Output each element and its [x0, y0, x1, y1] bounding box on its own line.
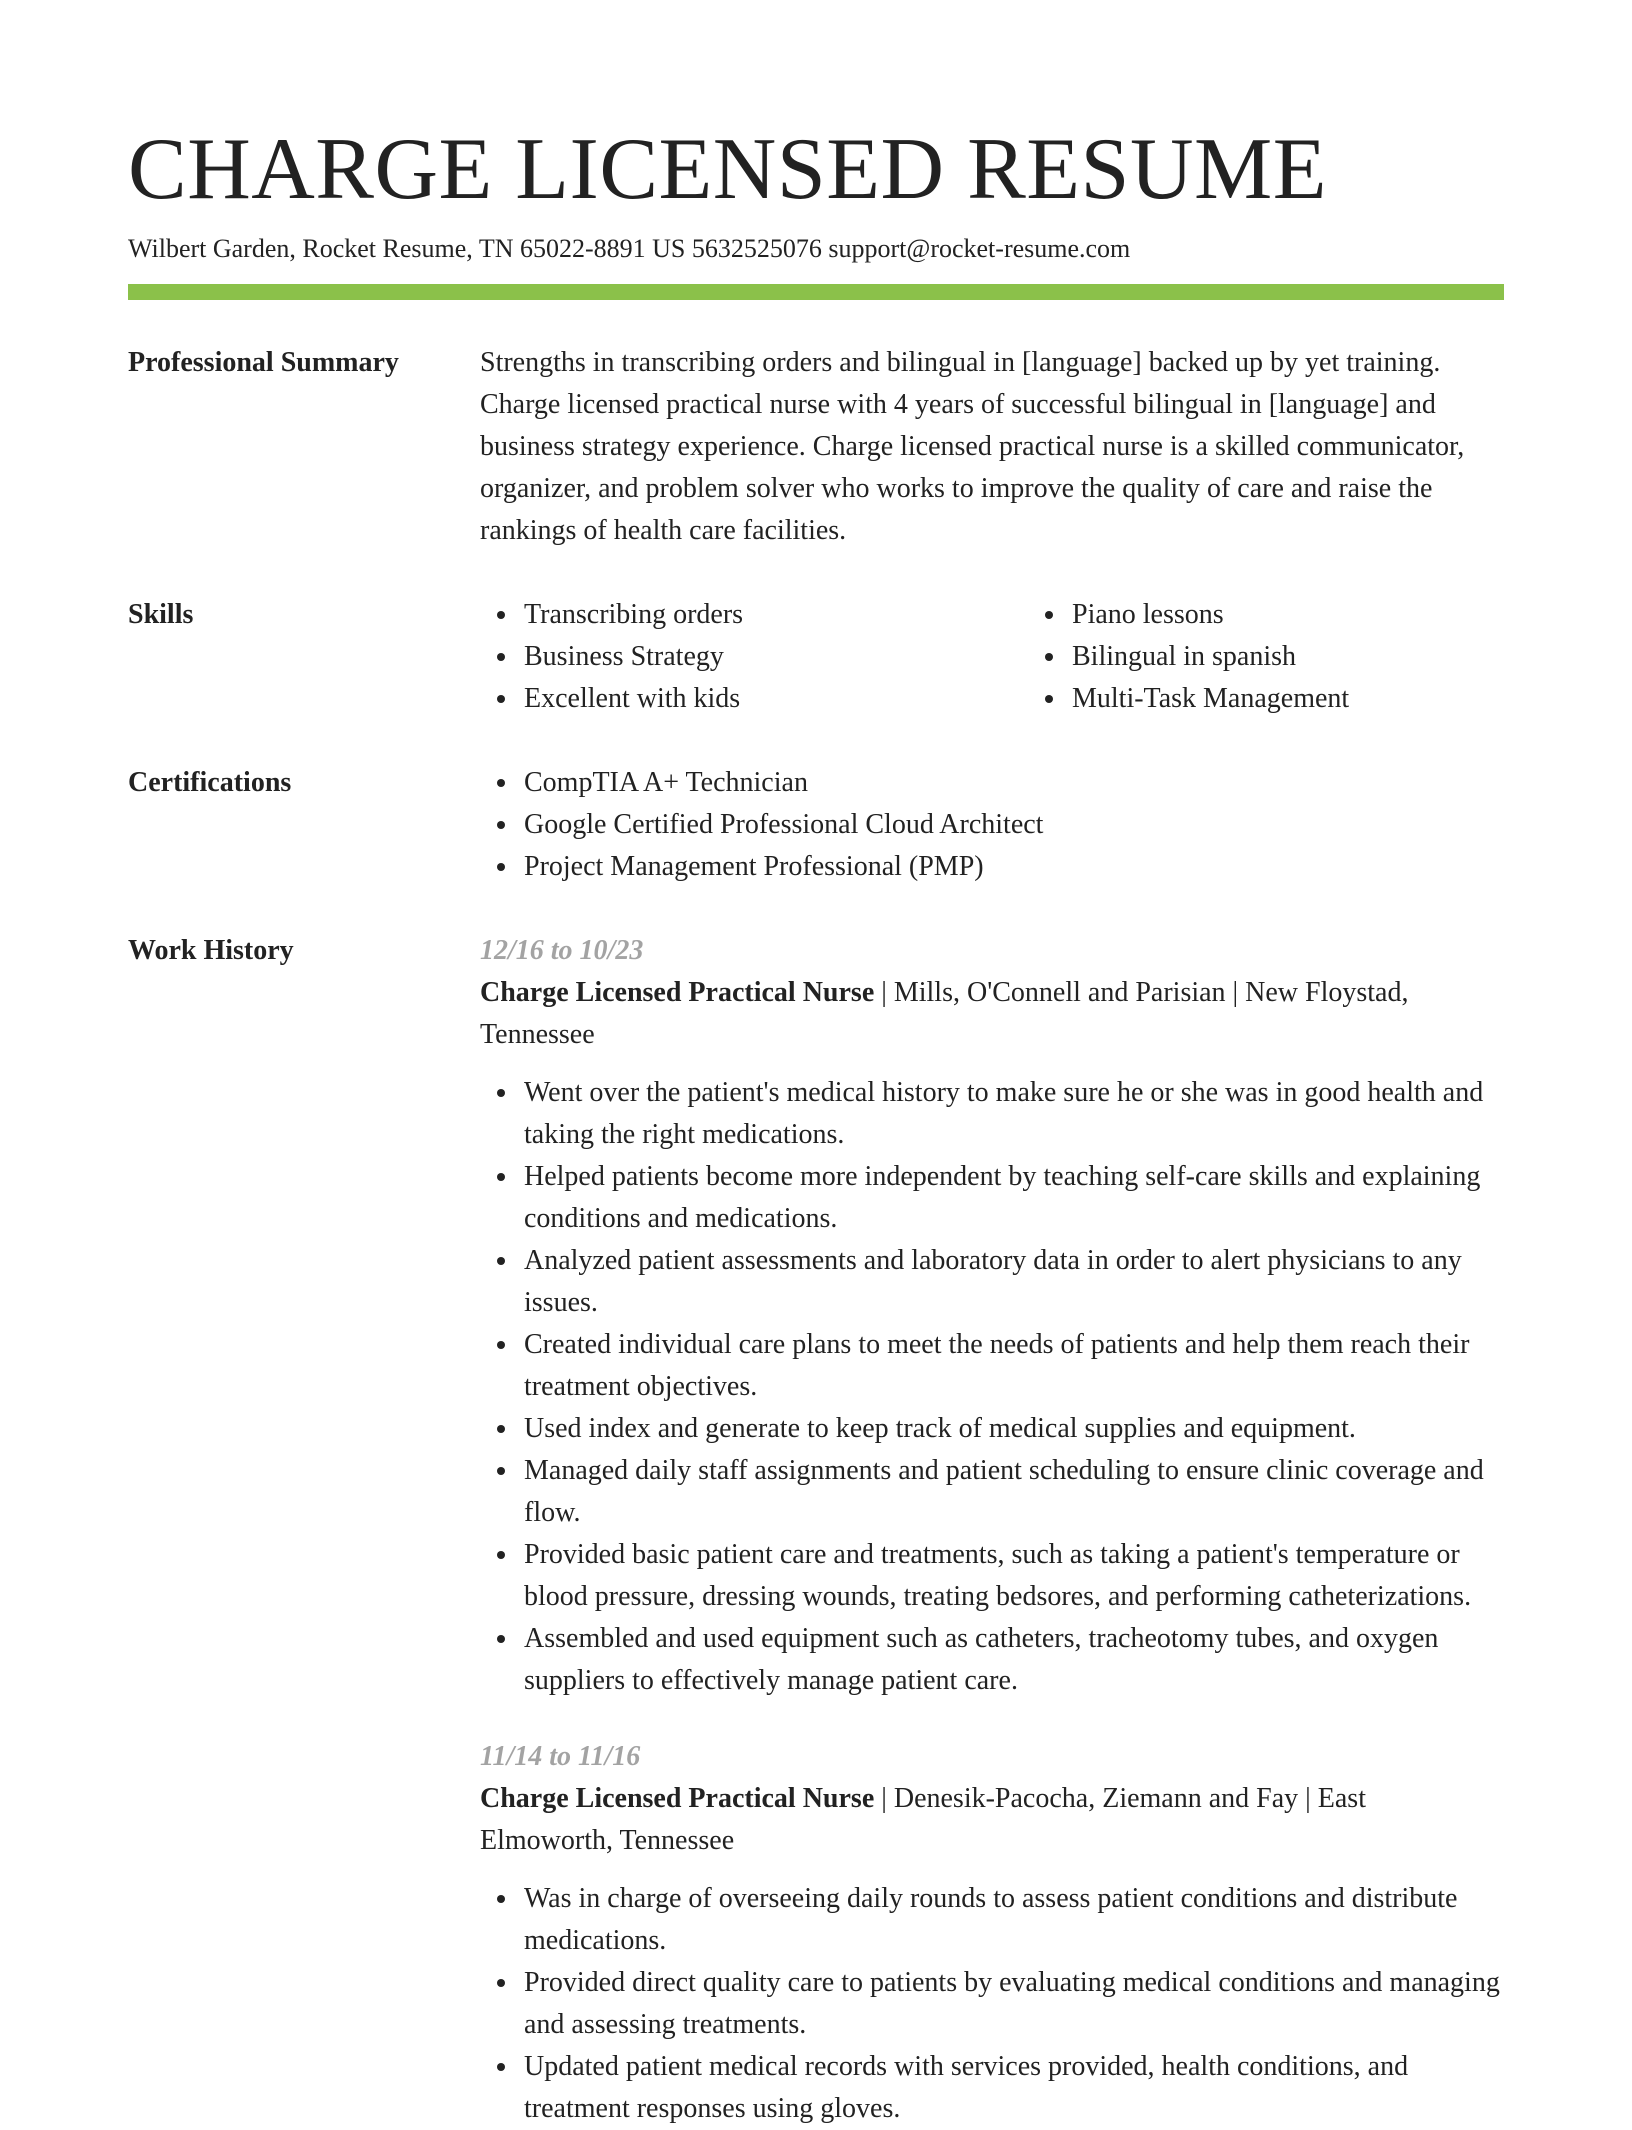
skill-item: Excellent with kids: [524, 678, 1028, 720]
section-label: Work History: [128, 935, 294, 966]
job-bullet-list: [480, 1878, 1504, 2130]
job-bullet: Managed daily staff assignments and patient scheduling to ensure clinic coverage and flow.: [524, 1450, 1504, 1534]
job-details: | Mills, O'Connell and Parisian | New Floystad, Tennessee: [480, 977, 1409, 1050]
section-label: Certifications: [128, 767, 292, 798]
skill-item: Bilingual in spanish: [1072, 636, 1576, 678]
section-work-history: [128, 930, 1504, 2130]
certification-item: Google Certified Professional Cloud Architect: [524, 804, 1504, 846]
section-certifications: [128, 762, 1504, 888]
section-skills: [128, 594, 1504, 720]
job-bullet: Helped patients become more independent by teaching self-care skills and explaining conditions and medications.: [524, 1156, 1504, 1240]
job-bullet: Assembled and used equipment such as catheters, tracheotomy tubes, and oxygen suppliers to effectively manage patient care.: [524, 1618, 1504, 1702]
skill-item: Transcribing orders: [524, 594, 1028, 636]
section-label: Professional Summary: [128, 347, 399, 378]
job-bullet: Created individual care plans to meet the needs of patients and help them reach their treatment objectives.: [524, 1324, 1504, 1408]
skills-list-right: [1028, 594, 1576, 720]
skill-item: Business Strategy: [524, 636, 1028, 678]
section-label: Skills: [128, 599, 194, 630]
certification-item: CompTIA A+ Technician: [524, 762, 1504, 804]
job-bullet: Analyzed patient assessments and laboratory data in order to alert physicians to any issues.: [524, 1240, 1504, 1324]
job-bullet: Was in charge of overseeing daily rounds to assess patient conditions and distribute medications.: [524, 1878, 1504, 1962]
section-professional-summary: [128, 342, 1504, 552]
contact-line: Wilbert Garden, Rocket Resume, TN 65022-8891 US 5632525076 support@rocket-resume.com: [128, 234, 1131, 263]
certifications-list: [480, 762, 1504, 888]
job-dates: 11/14 to 11/16: [480, 1741, 641, 1772]
job-heading: [480, 972, 1504, 1056]
job-bullet: Updated patient medical records with services provided, health conditions, and treatment responses using gloves.: [524, 2046, 1504, 2130]
job-details: | Denesik-Pacocha, Ziemann and Fay | East Elmoworth, Tennessee: [480, 1783, 1366, 1856]
job-bullet: Went over the patient's medical history to make sure he or she was in good health and taking the right medications.: [524, 1072, 1504, 1156]
skill-item: Piano lessons: [1072, 594, 1576, 636]
job-entry: [480, 930, 1504, 1702]
resume-title: CHARGE LICENSED RESUME: [128, 121, 1328, 218]
job-role: Charge Licensed Practical Nurse: [480, 977, 875, 1008]
summary-text: Strengths in transcribing orders and bilingual in [language] backed up by yet training. Charge licensed practical nurse with 4 years of successful bilingual in [language] and business strategy experience. Charge licensed practical nurse is a skilled communicator, organizer, and problem solver who works to improve the quality of care and raise the rankings of health care facilities.: [480, 347, 1465, 546]
job-bullet-list: [480, 1072, 1504, 1702]
job-heading: [480, 1778, 1504, 1862]
skills-list-left: [480, 594, 1028, 720]
job-entry: [480, 1736, 1504, 2130]
header-divider: [128, 284, 1504, 300]
job-role: Charge Licensed Practical Nurse: [480, 1783, 875, 1814]
job-bullet: Provided basic patient care and treatments, such as taking a patient's temperature or blood pressure, dressing wounds, treating bedsores, and performing catheterizations.: [524, 1534, 1504, 1618]
job-bullet: Used index and generate to keep track of medical supplies and equipment.: [524, 1408, 1504, 1450]
job-dates: 12/16 to 10/23: [480, 935, 644, 966]
resume-page: [128, 120, 1504, 2130]
job-bullet: Provided direct quality care to patients by evaluating medical conditions and managing and assessing treatments.: [524, 1962, 1504, 2046]
skill-item: Multi-Task Management: [1072, 678, 1576, 720]
certification-item: Project Management Professional (PMP): [524, 846, 1504, 888]
